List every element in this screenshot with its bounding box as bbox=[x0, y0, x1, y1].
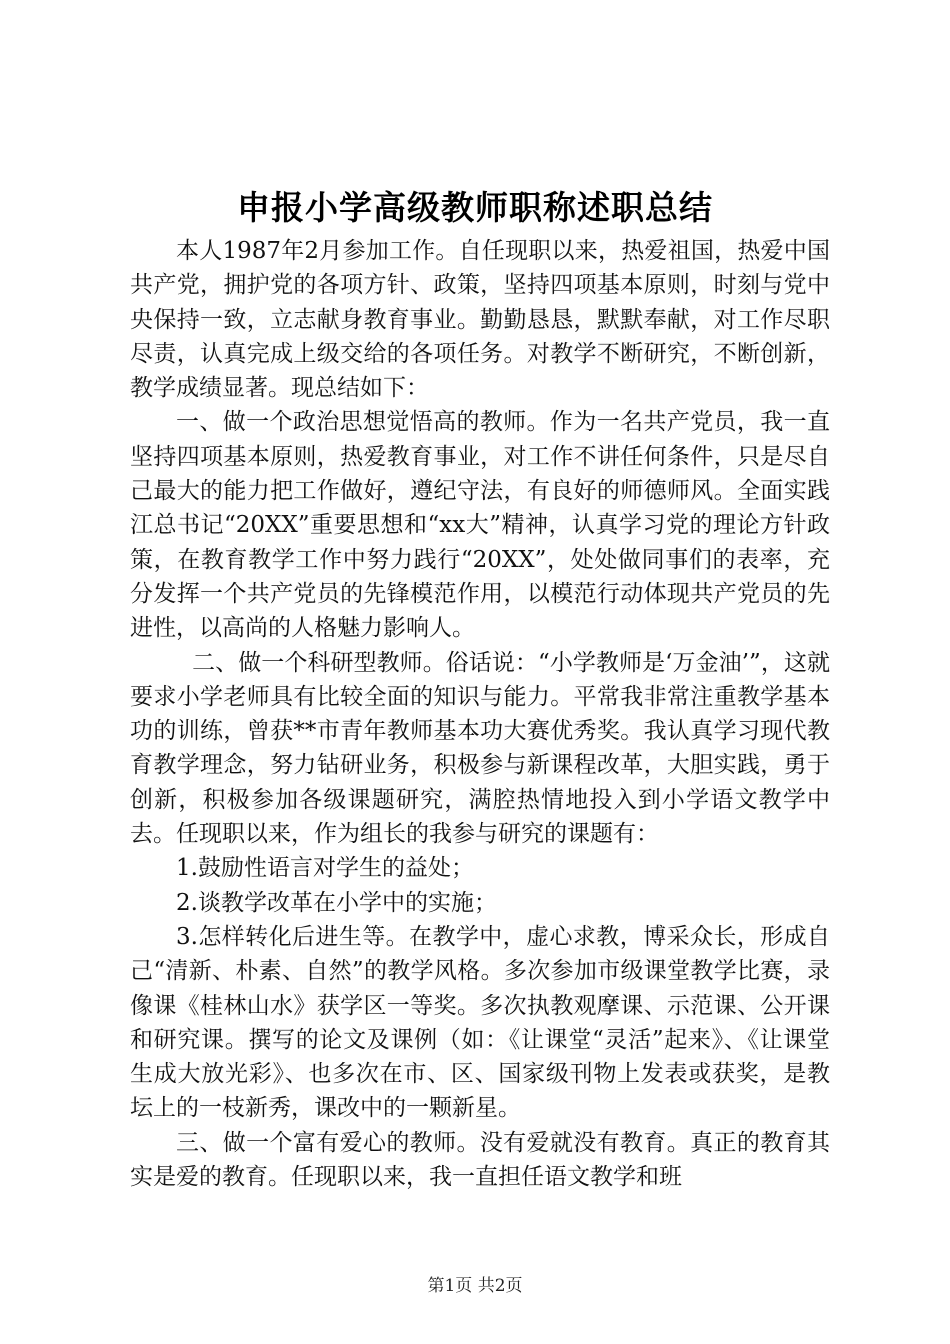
list-item-2: 2.谈教学改革在小学中的实施； bbox=[176, 889, 497, 916]
list-item-3: 3.怎样转化后进生等。在教学中，虚心求教，博采众长，形成自己“清新、朴素、自然”的教学风格。多次参加市级课堂教学比赛，录像课《桂林山水》获学区一等奖。多次执教观摩课、示范课、公开课和研究课。撰写的论文及课例（如：《让课堂“灵活”起来》、《让课堂生成大放光彩》、也多次在市、区、国家级刊物上发表或获奖，是教坛上的一枝新秀，课改中的一颗新星。 bbox=[130, 923, 830, 1122]
paragraph-section-2: 二、做一个科研型教师。俗话说：“小学教师是‘万金油’”，这就要求小学老师具有比较全面的知识与能力。平常我非常注重教学基本功的训练，曾获**市青年教师基本功大赛优秀奖。我认真学习现代教育教学理念，努力钻研业务，积极参与新课程改革，大胆实践，勇于创新，积极参加各级课题研究，满腔热情地投入到小学语文教学中去。任现职以来，作为组长的我参与研究的课题有： bbox=[130, 649, 830, 848]
paragraph-intro: 本人1987年2月参加工作。自任现职以来，热爱祖国，热爱中国共产党，拥护党的各项方针、政策，坚持四项基本原则，时刻与党中央保持一致，立志献身教育事业。勤勤恳恳，默默奉献，对工作尽职尽责，认真完成上级交给的各项任务。对教学不断研究，不断创新，教学成绩显著。现总结如下： bbox=[130, 238, 830, 402]
document-body bbox=[130, 234, 830, 1194]
document-title: 申报小学高级教师职称述职总结 bbox=[237, 188, 713, 227]
page-number-footer: 第1页 共2页 bbox=[427, 1276, 523, 1296]
paragraph-section-1: 一、做一个政治思想觉悟高的教师。作为一名共产党员，我一直坚持四项基本原则，热爱教育事业，对工作不讲任何条件，只是尽自己最大的能力把工作做好，遵纪守法，有良好的师德师风。全面实践江总书记“20XX”重要思想和“xx大”精神，认真学习党的理论方针政策，在教育教学工作中努力践行“20XX”，处处做同事们的表率，充分发挥一个共产党员的先锋模范作用，以模范行动体现共产党员的先进性，以高尚的人格魅力影响人。 bbox=[130, 409, 830, 642]
list-item-1: 1.鼓励性语言对学生的益处； bbox=[176, 855, 474, 882]
paragraph-section-3: 三、做一个富有爱心的教师。没有爱就没有教育。真正的教育其实是爱的教育。任现职以来，我一直担任语文教学和班 bbox=[130, 1129, 830, 1191]
